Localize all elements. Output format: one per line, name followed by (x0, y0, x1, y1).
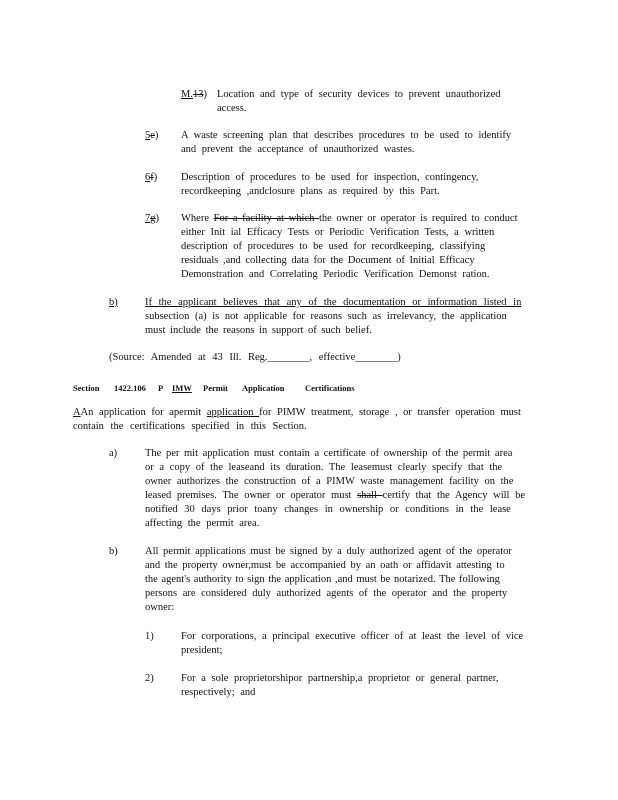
section-number: 1422.106 (114, 383, 146, 393)
item-5-line: and prevent the acceptance of unauthorized wastes. (181, 144, 415, 155)
item-2-label: 2) (145, 673, 154, 684)
deleted-text: For a facility at which (213, 213, 319, 224)
section-title-certifications: Certifications (305, 383, 355, 393)
item-7-line: description of procedures to be used for recordkeeping, classifying (181, 241, 486, 252)
subsection-a-line: The per mit application must contain a certificate of ownership of the permit area (145, 448, 513, 459)
inserted-text: 7 (145, 213, 151, 224)
inserted-text: A (73, 407, 81, 418)
section-title-imw: IMW (172, 383, 192, 393)
item-7-line: Where For a facility at which the owner or operator is required to conduct (181, 213, 518, 224)
subsection-b2-line: owner: (145, 602, 175, 613)
deleted-text: 13 (192, 89, 204, 100)
item-1-line: president; (181, 645, 223, 656)
source-note: (Source: Amended at 43 Ill. Reg.________, effective________) (109, 352, 401, 363)
deleted-text: f (150, 172, 154, 183)
item-1-line: For corporations, a principal executive officer of at least the level of vice (181, 631, 524, 642)
item-7-line: either Init ial Efficacy Tests or Periodic Verification Tests, a written (181, 227, 495, 238)
blank-line: ________ (355, 352, 398, 363)
inserted-text: application (206, 407, 260, 418)
blank-line: ________ (267, 352, 310, 363)
subsection-b2-line: and the property owner,must be accompanied by an oath or affidavit attesting to (145, 560, 505, 571)
subsection-b-line: must include the reasons in support of such belief. (145, 325, 372, 336)
item-5-line: A waste screening plan that describes procedures to be used to identify (181, 130, 512, 141)
item-7-line: residuals ,and collecting data for the Document of Initial Efficacy (181, 255, 475, 266)
item-2-line: For a sole proprietorshipor partnership,a proprietor or general partner, (181, 673, 499, 684)
item-7-label: 7g) (145, 213, 159, 224)
inserted-text: 5 (145, 130, 151, 141)
intro-line: contain the certifications specified in this Section. (73, 421, 307, 432)
inserted-text: 6 (145, 172, 151, 183)
item-2-line: respectively; and (181, 687, 256, 698)
deleted-text: g (150, 213, 156, 224)
section-label: Section (73, 383, 100, 393)
subsection-a-line: affecting the permit area. (145, 518, 260, 529)
inserted-text: M. (181, 89, 193, 100)
item-m13-line: access. (217, 103, 247, 114)
subsection-b2-line: the agent's authority to sign the application ,and must be notarized. The following (145, 574, 500, 585)
subsection-a-line: notified 30 days prior toany changes in ownership or conditions in the lease (145, 504, 511, 515)
subsection-b-line: subsection (a) is not applicable for reasons such as irrelevancy, the application (145, 311, 507, 322)
subsection-b2-line: persons are considered duly authorized agents of the operator and the property (145, 588, 508, 599)
item-6-label: 6f) (145, 172, 158, 183)
deleted-text: shall (357, 490, 383, 501)
item-7-line: Demonstration and Correlating Periodic Verification Demonst ration. (181, 269, 490, 280)
intro-line: AAn application for apermit application for PIMW treatment, storage , or transfer operation must (73, 407, 521, 418)
section-title-application: Application (242, 383, 285, 393)
section-title-permit: Permit (203, 383, 229, 393)
subsection-a-line: or a copy of the leaseand its duration. The leasemust clearly specify that the (145, 462, 503, 473)
item-m13-line: Location and type of security devices to prevent unauthorized (217, 89, 501, 100)
item-6-line: Description of procedures to be used for inspection, contingency, (181, 172, 479, 183)
subsection-a-line: owner authorizes the construction of a PIMW waste management facility on the (145, 476, 514, 487)
subsection-b-line: If the applicant believes that any of the documentation or information listed in (145, 297, 522, 308)
subsection-a-label: a) (109, 448, 118, 459)
deleted-text: e (150, 130, 155, 141)
item-5-label: 5e) (145, 130, 159, 141)
section-title-p: P (158, 383, 164, 393)
subsection-b2-label: b) (109, 546, 118, 557)
subsection-b2-line: All permit applications must be signed by a duly authorized agent of the operator (145, 546, 512, 557)
item-m13-label: M.13) (181, 89, 207, 100)
subsection-a-line: leased premises. The owner or operator must shall certify that the Agency will be (145, 490, 525, 501)
subsection-b-label: b) (109, 297, 118, 308)
item-6-line: recordkeeping ,andclosure plans as required by this Part. (181, 186, 440, 197)
item-1-label: 1) (145, 631, 154, 642)
